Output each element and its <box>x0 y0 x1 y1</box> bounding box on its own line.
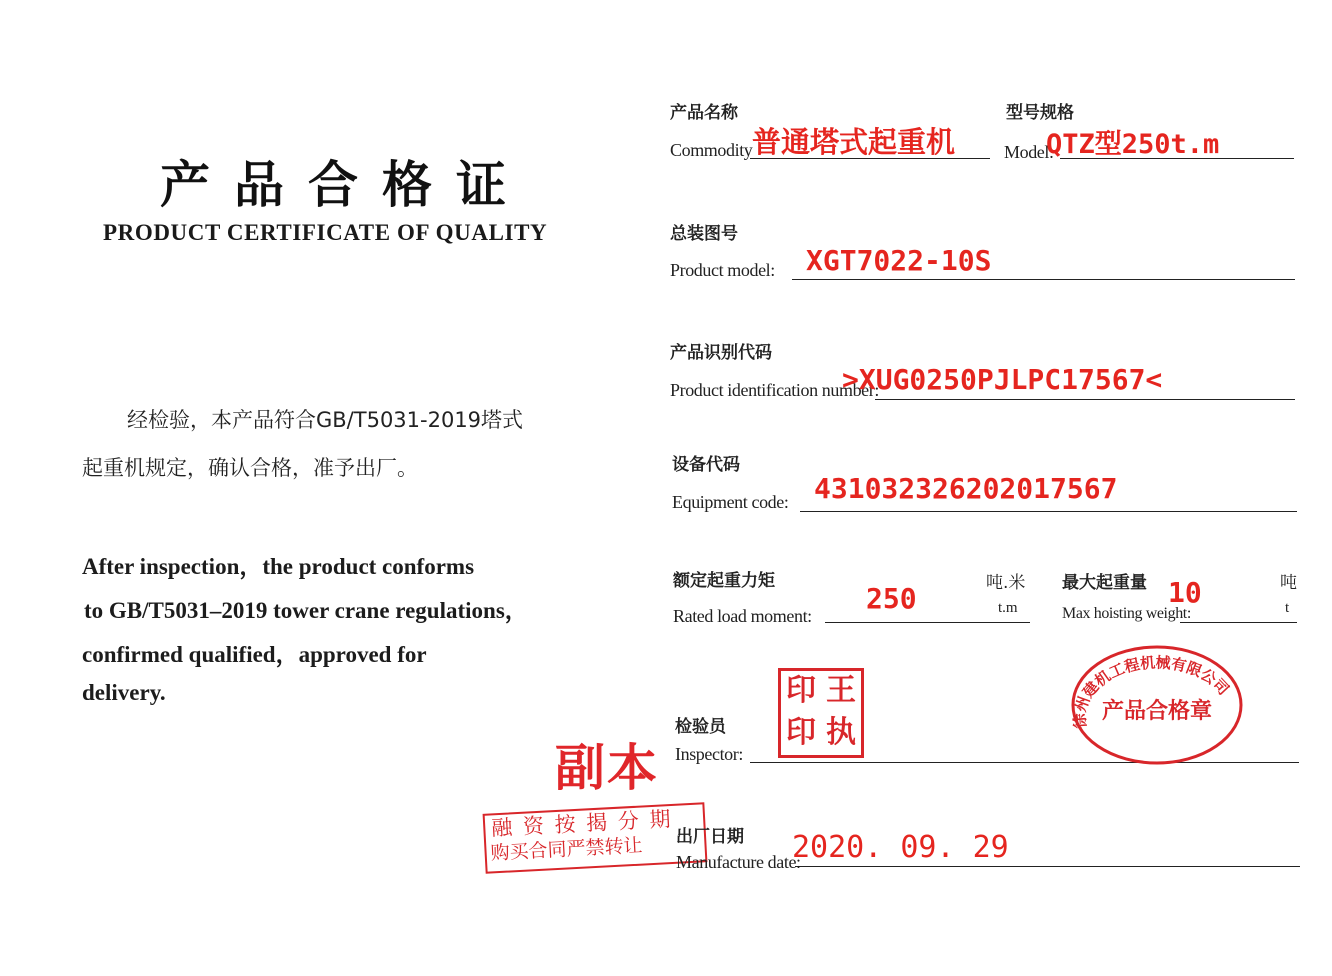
assembly-drawing-label-cn: 总装图号 <box>670 224 738 244</box>
manufacture-date-label-cn: 出厂日期 <box>676 827 744 847</box>
max-hoisting-weight-underline <box>1180 622 1297 623</box>
max-hoisting-weight-label-en: Max hoisting weight: <box>1062 605 1191 622</box>
inspector-seal-char-3: 印 <box>786 715 816 750</box>
assembly-drawing-label-en: Product model: <box>670 260 775 280</box>
equipment-code-value: 43103232620201756​7 <box>814 472 1118 505</box>
model-value: QTZ型250t.m <box>1046 129 1220 160</box>
rated-load-moment-unit-cn: 吨.米 <box>986 573 1026 593</box>
finance-stamp-line-1: 融 资 按 揭 分 期 <box>490 806 674 841</box>
commodity-label-cn: 产品名称 <box>670 103 738 123</box>
product-id-underline <box>875 399 1295 400</box>
manufacture-date-label-en: Manufacture date: <box>676 852 801 872</box>
manufacture-date-underline <box>795 866 1300 867</box>
rated-load-moment-label-cn: 额定起重力矩 <box>673 571 775 591</box>
max-hoisting-weight-unit-cn: 吨 <box>1280 573 1297 593</box>
commodity-underline <box>750 158 990 159</box>
statement-en-line-1: After inspection，the product conforms <box>82 554 475 579</box>
rated-load-moment-value: 250 <box>866 582 917 615</box>
inspector-seal-char-1: 印 <box>786 673 816 708</box>
equipment-code-label-cn: 设备代码 <box>672 455 740 475</box>
certificate-title-en: PRODUCT CERTIFICATE OF QUALITY <box>103 220 548 245</box>
model-label-en: Model: <box>1004 142 1054 162</box>
rated-load-moment-unit-en: t.m <box>998 600 1018 616</box>
max-hoisting-weight-label-cn: 最大起重量 <box>1062 573 1147 593</box>
max-hoisting-weight-value: 10 <box>1168 576 1202 609</box>
rated-load-moment-label-en: Rated load moment: <box>673 606 812 626</box>
product-id-label-cn: 产品识别代码 <box>670 343 772 363</box>
rated-load-moment-underline <box>825 622 1030 623</box>
certificate-title-cn: 产品合格证 <box>160 156 530 214</box>
inspector-label-cn: 检验员 <box>675 717 726 737</box>
equipment-code-label-en: Equipment code: <box>672 492 789 512</box>
product-id-label-en: Product identification number: <box>670 380 879 400</box>
inspector-seal-char-4: 执 <box>826 715 856 750</box>
finance-stamp-line-2: 购买合同严禁转让 <box>490 834 644 865</box>
company-seal-center-text: 产品合格章 <box>1101 699 1213 724</box>
product-id-value: >XUG0250PJLPC17567< <box>842 363 1163 396</box>
commodity-label-en: Commodity <box>670 140 753 160</box>
statement-en-line-4: delivery. <box>82 680 166 705</box>
finance-stamp <box>483 802 708 874</box>
inspector-label-en: Inspector: <box>675 744 743 764</box>
commodity-value: 普通塔式起重机 <box>752 125 956 159</box>
statement-en-line-2: to GB/T5031–2019 tower crane regulations， <box>84 598 528 623</box>
equipment-code-underline <box>800 511 1297 512</box>
inspector-seal <box>778 668 864 758</box>
assembly-drawing-underline <box>792 279 1295 280</box>
model-underline <box>1060 158 1294 159</box>
company-quality-seal <box>1066 640 1248 770</box>
assembly-drawing-value: XGT7022-10S <box>806 244 992 277</box>
statement-en-line-3: confirmed qualified，approved for <box>82 642 427 667</box>
max-hoisting-weight-unit-en: t <box>1285 600 1290 616</box>
copy-stamp: 副本 <box>555 739 659 797</box>
statement-cn-line-1: 经检验，本产品符合GB/T5031-2019塔式 <box>127 408 524 432</box>
manufacture-date-value: 2020. 09. 29 <box>792 830 1009 865</box>
model-label-cn: 型号规格 <box>1006 103 1074 123</box>
company-seal-ring-text: 徐州建机工程机械有限公司 <box>1070 653 1233 730</box>
inspector-seal-char-2: 王 <box>826 673 856 708</box>
statement-cn-line-2: 起重机规定，确认合格，准予出厂。 <box>82 456 418 480</box>
